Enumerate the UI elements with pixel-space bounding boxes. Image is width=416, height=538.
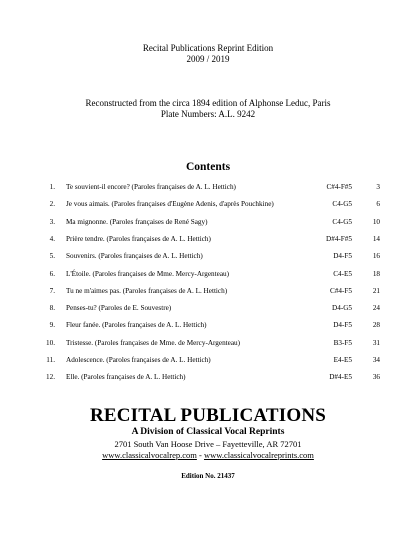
toc-song-title: Te souvient-il encore? (Paroles françaises de A. L. Hettich) (66, 183, 236, 191)
publisher-division: A Division of Classical Vocal Reprints (131, 427, 285, 437)
toc-number: 8. (49, 304, 55, 313)
toc-page-number: 36 (372, 373, 380, 382)
publisher-links (0, 450, 416, 460)
link-classicalvocalreprints[interactable]: www.classicalvocalreprints.com (203, 450, 314, 460)
toc-page-number: 34 (372, 356, 380, 364)
toc-vocal-range: C4-G5 (332, 200, 352, 209)
toc-page-number: 16 (372, 252, 380, 261)
toc-vocal-range: B3-F5 (333, 338, 352, 347)
toc-row (0, 285, 416, 297)
toc-number: 6. (49, 269, 55, 278)
toc-row (0, 181, 416, 193)
toc-song-title: Penses-tu? (Paroles de E. Souvestre) (66, 304, 172, 313)
toc-row (0, 233, 416, 245)
toc-number: 4. (49, 234, 55, 243)
toc-page-number: 24 (372, 304, 380, 313)
plate-numbers: Plate Numbers: A.L. 9242 (160, 109, 256, 119)
toc-page-number: 31 (372, 338, 380, 347)
toc-song-title: Prière tendre. (Paroles françaises de A. L. Hettich) (66, 234, 211, 243)
reprint-edition-line: Recital Publications Reprint Edition (142, 43, 274, 53)
toc-vocal-range: C4-E5 (333, 269, 352, 278)
toc-song-title: Adolescence. (Paroles françaises de A. L. Hettich) (66, 356, 211, 364)
toc-vocal-range: E4-E5 (333, 356, 352, 364)
toc-number: 2. (49, 200, 55, 209)
toc-number: 3. (49, 217, 55, 226)
toc-song-title: Souvenirs. (Paroles françaises de A. L. Hettich) (66, 252, 203, 261)
toc-page-number: 14 (372, 234, 380, 243)
toc-number: 10. (46, 338, 55, 347)
edition-number: Edition No. 21437 (181, 472, 235, 480)
reprint-years: 2009 / 2019 (186, 54, 230, 64)
toc-row (0, 337, 416, 349)
toc-song-title: Tu ne m'aimes pas. (Paroles françaises de A. L. Hettich) (66, 286, 228, 295)
toc-song-title: Tristesse. (Paroles françaises de Mme. de Mercy-Argenteau) (66, 338, 241, 347)
toc-vocal-range: D#4-E5 (329, 373, 352, 382)
toc-song-title: Je vous aimais. (Paroles françaises d'Eugène Adenis, d'après Pouchkine) (66, 200, 274, 209)
toc-vocal-range: D4-F5 (333, 252, 352, 261)
publisher-name: RECITAL PUBLICATIONS (89, 405, 327, 426)
toc-page-number: 10 (372, 217, 380, 226)
toc-vocal-range: C4-G5 (332, 217, 352, 226)
toc-song-title: Fleur fanée. (Paroles françaises de A. L. Hettich) (66, 321, 207, 330)
toc-row (0, 198, 416, 210)
link-separator: - (196, 450, 204, 460)
toc-number: 11. (46, 356, 55, 364)
reconstruction-note: Reconstructed from the circa 1894 edition of Alphonse Leduc, Paris (85, 98, 331, 108)
toc-row (0, 319, 416, 331)
toc-page-number: 21 (372, 286, 380, 295)
toc-number: 7. (49, 286, 55, 295)
toc-vocal-range: C#4-F5 (330, 286, 352, 295)
toc-row (0, 216, 416, 228)
toc-row (0, 371, 416, 383)
toc-number: 1. (49, 183, 55, 191)
toc-row (0, 268, 416, 280)
toc-vocal-range: D4-F5 (333, 321, 352, 330)
toc-page-number: 6 (376, 200, 380, 209)
toc-row (0, 250, 416, 262)
toc-vocal-range: D#4-F#5 (326, 234, 352, 243)
toc-song-title: Elle. (Paroles françaises de A. L. Hettich) (66, 373, 186, 382)
toc-row (0, 302, 416, 314)
publisher-address: 2701 South Van Hoose Drive – Fayetteville, AR 72701 (114, 439, 302, 449)
toc-page-number: 18 (372, 269, 380, 278)
link-classicalvocalrep[interactable]: www.classicalvocalrep.com (102, 450, 197, 460)
contents-heading: Contents (185, 161, 231, 173)
toc-song-title: L'Étoile. (Paroles françaises de Mme. Mercy-Argenteau) (66, 269, 230, 278)
toc-vocal-range: D4-G5 (332, 304, 352, 313)
toc-page-number: 28 (372, 321, 380, 330)
toc-number: 5. (49, 252, 55, 261)
toc-row (0, 354, 416, 366)
toc-song-title: Ma mignonne. (Paroles françaises de René Sagy) (66, 217, 208, 226)
toc-number: 9. (49, 321, 55, 330)
toc-number: 12. (46, 373, 55, 382)
toc-page-number: 3 (376, 183, 380, 191)
toc-vocal-range: C#4-F#5 (326, 183, 352, 191)
